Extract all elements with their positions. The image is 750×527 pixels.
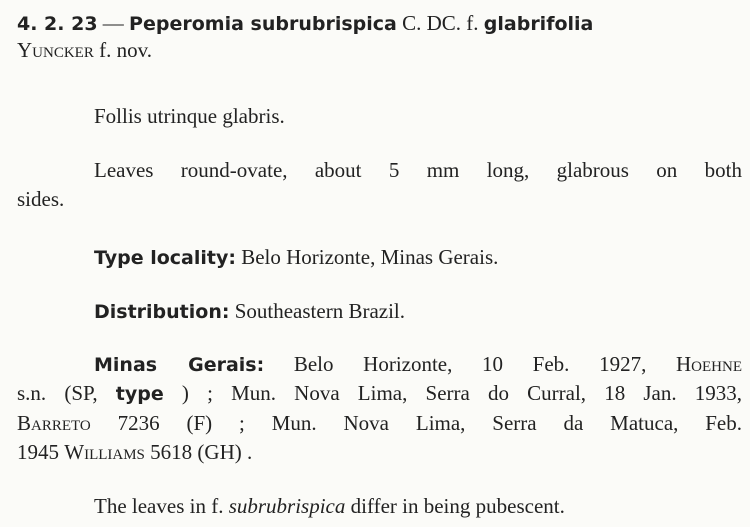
type-locality-label: Type locality:: [94, 247, 236, 269]
distribution: [94, 298, 405, 325]
distribution-value: Southeastern Brazil.: [234, 299, 406, 323]
taxon-name: Peperomia subrubrispica: [129, 13, 397, 35]
specimens-text-4a: 1945: [17, 440, 59, 464]
description-line-1: Leaves round-ovate, about 5 mm long, glabrous on both: [94, 158, 742, 182]
type-locality-value: Belo Horizonte, Minas Gerais.: [241, 245, 499, 269]
specimens-text-1: Belo Horizonte, 10 Feb. 1927,: [293, 352, 647, 376]
collector-hoehne: Hoehne: [676, 352, 742, 376]
note-italic-name: subrubrispica: [228, 494, 346, 518]
latin-diagnosis: Follis utrinque glabris.: [94, 104, 285, 128]
entry-number: 4. 2. 23: [17, 13, 98, 35]
nomenclatural-status: f. nov.: [99, 38, 152, 62]
specimens-line-1: [94, 351, 742, 378]
type-designation: type: [115, 383, 164, 405]
entry-author-line: [17, 37, 152, 63]
collector-barreto: Barreto: [17, 411, 91, 435]
entry-dash: —: [102, 11, 124, 35]
specimens-line-3: [17, 410, 742, 436]
note-text-a: The leaves in f.: [94, 494, 224, 518]
description-line-2: sides.: [17, 187, 65, 211]
note-text-b: differ in being pubescent.: [350, 494, 565, 518]
collector-williams: Williams: [64, 440, 145, 464]
taxon-authority: C. DC. f.: [402, 11, 479, 35]
specimens-text-3: 7236 (F) ; Mun. Nova Lima, Serra da Matuca, Feb.: [117, 411, 743, 435]
distribution-label: Distribution:: [94, 301, 230, 323]
specimens-text-4b: 5618 (GH) .: [150, 440, 253, 464]
specimens-line-4: [17, 439, 252, 465]
specimens-line-2: [17, 380, 742, 407]
closing-note: [94, 493, 565, 519]
specimens-label: Minas Gerais:: [94, 354, 265, 376]
specimens-text-2a: s.n. (SP,: [17, 381, 98, 405]
specimens-text-2b: ) ; Mun. Nova Lima, Serra do Curral, 18 Jan. 1933,: [181, 381, 743, 405]
entry-heading: [17, 10, 593, 37]
forma-name: glabrifolia: [483, 13, 594, 35]
type-locality: [94, 244, 498, 271]
author-name: Yuncker: [17, 38, 94, 62]
